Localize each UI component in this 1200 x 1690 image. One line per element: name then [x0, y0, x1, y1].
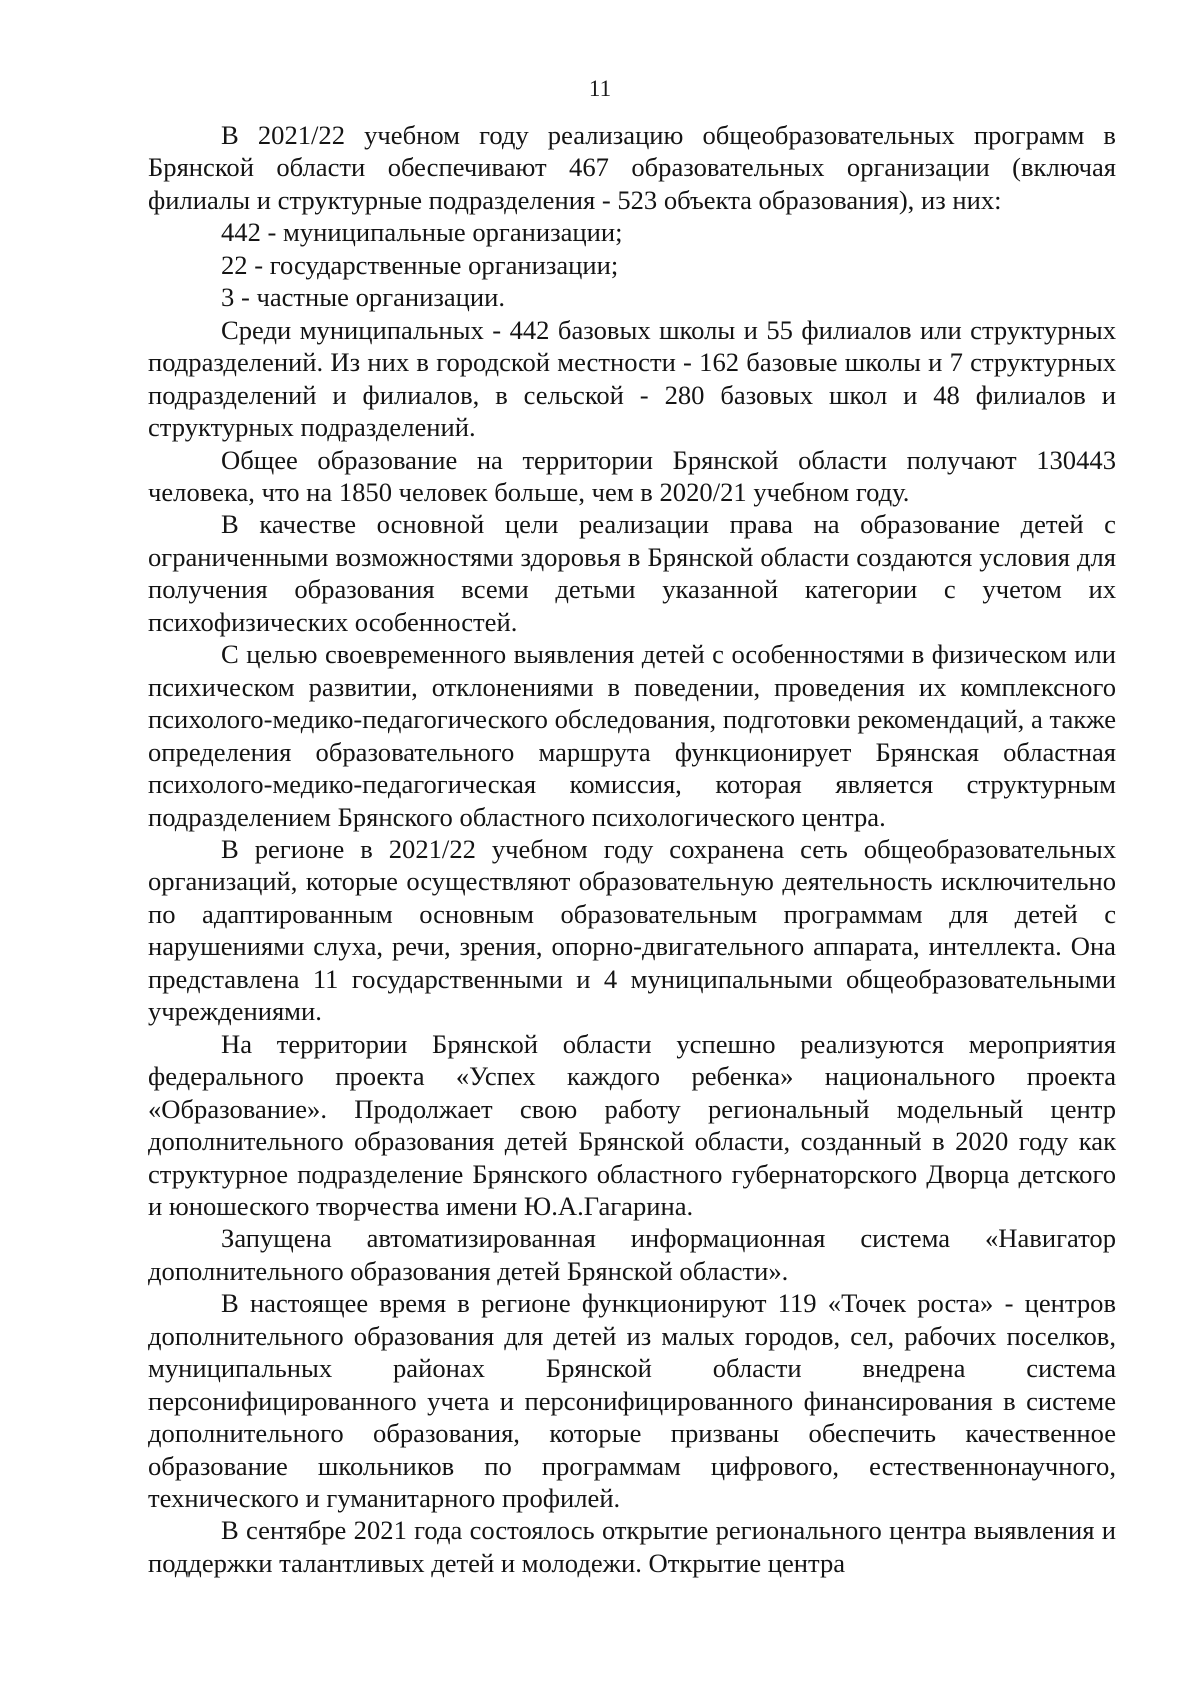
paragraph-student-count: Общее образование на территории Брянской области получают 130443 человека, что на 1850 человек больше, чем в 2020/21 учебном году.	[148, 444, 1116, 507]
list-item-state: 22 - государственные организации;	[221, 249, 619, 280]
list-item-municipal: 442 - муниципальные организации;	[221, 217, 623, 248]
paragraph-pmpk-commission: С целью своевременного выявления детей с особенностями в физическом или психическом развитии, отклонениями в поведении, проведения их комплексного психолого-медико-педагогического обследования, подготовки рекомендаций, а также определения образовательного маршрута функционирует Брянская областная психолого-медико-педагогическая комиссия, которая является структурным подразделением Брянского областного психологического центра.	[148, 639, 1116, 832]
paragraph-success-project: На территории Брянской области успешно реализуются мероприятия федерального проекта «Успех каждого ребенка» национального проекта «Образование». Продолжает свою работу региональный модельный центр дополнительного образования детей Брянской области, созданный в 2020 году как структурное подразделение Брянского областного губернаторского Дворца детского и юношеского творчества имени Ю.А.Гагарина.	[148, 1028, 1116, 1221]
paragraph-talent-center: В сентябре 2021 года состоялось открытие регионального центра выявления и поддержки талантливых детей и молодежи. Открытие центра	[148, 1515, 1116, 1578]
paragraph-disabilities-goal: В качестве основной цели реализации права на образование детей с ограниченными возможностями здоровья в Брянской области создаются условия для получения образования всеми детьми указанной категории с учетом их психофизических особенностей.	[148, 509, 1116, 637]
page-number: 11	[588, 76, 612, 101]
paragraph-navigator-system: Запущена автоматизированная информационная система «Навигатор дополнительного образования детей Брянской области».	[148, 1223, 1116, 1286]
list-item-private: 3 - частные организации.	[221, 282, 506, 313]
paragraph-growth-points: В настоящее время в регионе функционируют 119 «Точек роста» - центров дополнительного образования для детей из малых городов, сел, рабочих поселков, муниципальных районах Брянской области внедрена система персонифицированного учета и персонифицированного финансирования в системе дополнительного образования, которые призваны обеспечить качественное образование школьников по программам цифрового, естественнонаучного, технического и гуманитарного профилей.	[148, 1288, 1116, 1514]
paragraph-adapted-programs: В регионе в 2021/22 учебном году сохранена сеть общеобразовательных организаций, которые осуществляют образовательную деятельность исключительно по адаптированным основным образовательным программам для детей с нарушениями слуха, речи, зрения, опорно-двигательного аппарата, интеллекта. Она представлена 11 государственными и 4 муниципальными общеобразовательными учреждениями.	[148, 833, 1116, 1027]
paragraph-municipal-breakdown: Среди муниципальных - 442 базовых школы и 55 филиалов или структурных подразделений. Из них в городской местности - 162 базовые школы и 7 структурных подразделений и филиалов, в сельской - 280 базовых школ и 48 филиалов и структурных подразделений.	[148, 314, 1116, 443]
document-body	[148, 119, 1116, 1579]
paragraph-schools-overview: В 2021/22 учебном году реализацию общеобразовательных программ в Брянской области обеспечивают 467 образовательных организации (включая филиалы и структурные подразделения - 523 объекта образования), из них:	[148, 120, 1116, 215]
